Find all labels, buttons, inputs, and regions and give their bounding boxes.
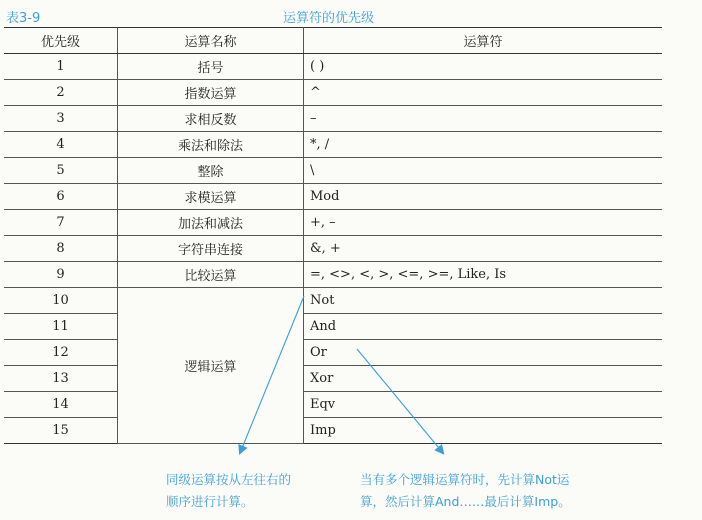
table-number: 表3-9 [6, 11, 41, 26]
operator-cell: +, – [304, 210, 663, 236]
note-same-level-left-to-right [166, 469, 326, 513]
operation-name-cell: 字符串连接 [118, 236, 304, 262]
priority-cell: 8 [4, 236, 118, 262]
header-operation-name: 运算名称 [118, 28, 304, 54]
note-line: 算，然后计算And……最后计算Imp。 [360, 494, 571, 509]
priority-cell: 7 [4, 210, 118, 236]
operator-cell: – [304, 106, 663, 132]
operator-cell: &, + [304, 236, 663, 262]
arrow-to-right-note [357, 349, 443, 453]
operator-cell: And [304, 314, 663, 340]
operation-name-cell: 求模运算 [118, 184, 304, 210]
operator-cell: =, <>, <, >, <=, >=, Like, Is [304, 262, 663, 288]
operator-cell: Not [304, 288, 663, 314]
operator-cell: ^ [304, 80, 663, 106]
operator-cell: Xor [304, 366, 663, 392]
operator-cell: Mod [304, 184, 663, 210]
header-operator: 运算符 [304, 28, 663, 54]
priority-cell: 6 [4, 184, 118, 210]
priority-cell: 4 [4, 132, 118, 158]
operation-name-cell: 整除 [118, 158, 304, 184]
priority-cell: 10 [4, 288, 118, 314]
priority-cell: 9 [4, 262, 118, 288]
operation-name-cell: 乘法和除法 [118, 132, 304, 158]
priority-cell: 1 [4, 54, 118, 80]
operator-cell: Or [304, 340, 663, 366]
operator-cell: *, / [304, 132, 663, 158]
priority-cell: 5 [4, 158, 118, 184]
operator-cell: Eqv [304, 392, 663, 418]
note-line: 同级运算按从左往右的 [166, 472, 292, 487]
priority-cell: 11 [4, 314, 118, 340]
note-line: 当有多个逻辑运算符时，先计算Not运 [360, 472, 570, 487]
operator-cell: ( ) [304, 54, 663, 80]
header-priority: 优先级 [4, 28, 118, 54]
note-logic-operator-order [360, 469, 660, 513]
operation-name-cell: 加法和减法 [118, 210, 304, 236]
table-title: 运算符的优先级 [283, 11, 375, 26]
operation-name-cell: 括号 [118, 54, 304, 80]
operation-name-cell: 求相反数 [118, 106, 304, 132]
priority-cell: 2 [4, 80, 118, 106]
operator-cell: \ [304, 158, 663, 184]
operation-name-cell: 指数运算 [118, 80, 304, 106]
operation-name-cell: 比较运算 [118, 262, 304, 288]
priority-cell: 15 [4, 418, 118, 444]
priority-cell: 12 [4, 340, 118, 366]
priority-cell: 14 [4, 392, 118, 418]
operator-cell: Imp [304, 418, 663, 444]
priority-cell: 3 [4, 106, 118, 132]
priority-cell: 13 [4, 366, 118, 392]
logic-operation-name-cell: 逻辑运算 [118, 288, 304, 444]
note-line: 顺序进行计算。 [166, 494, 254, 509]
arrow-to-left-note [240, 296, 304, 453]
